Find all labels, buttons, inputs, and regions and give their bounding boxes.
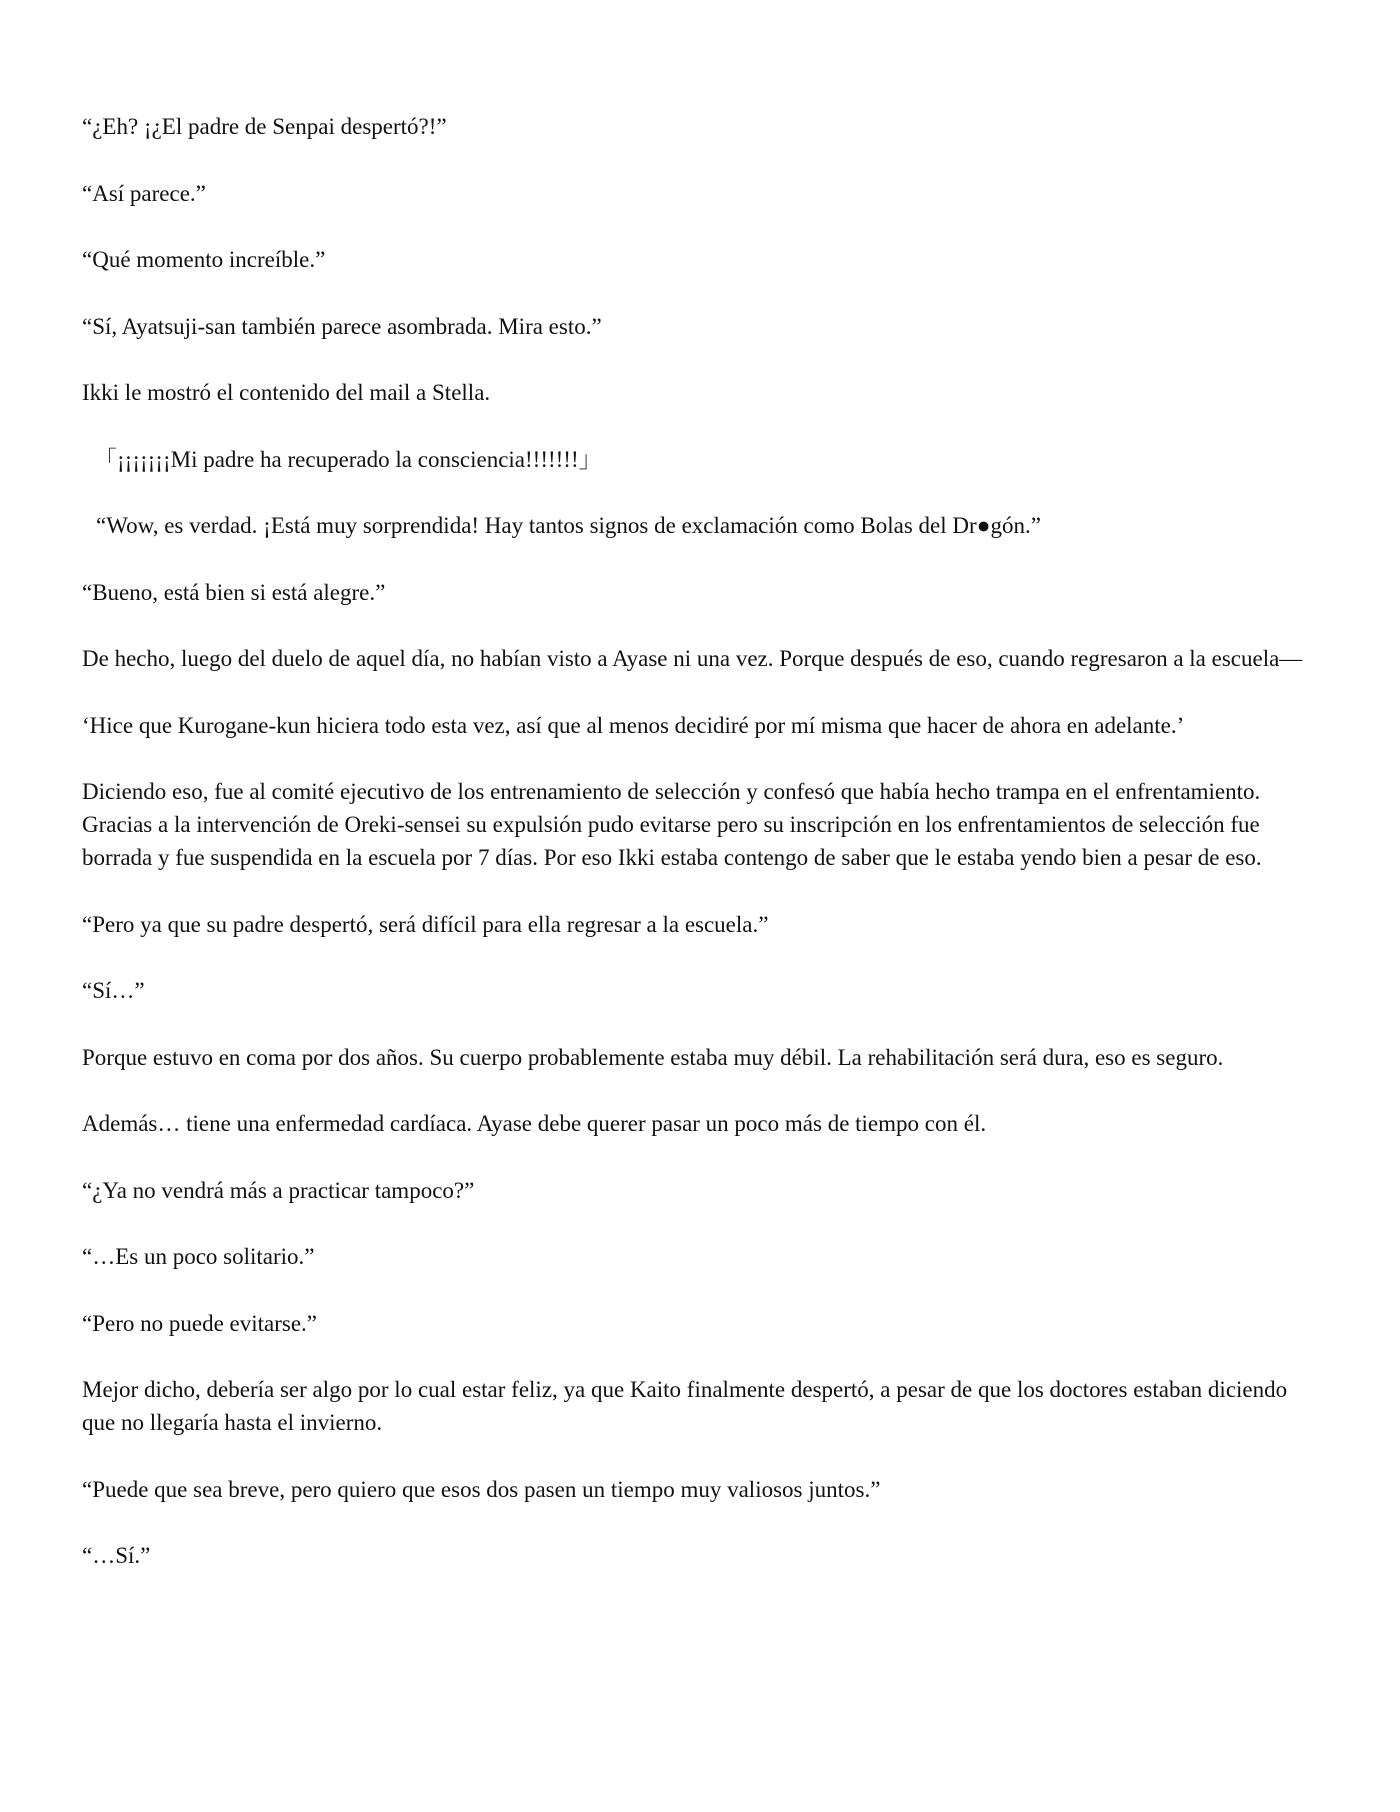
narration-paragraph: Mejor dicho, debería ser algo por lo cual estar feliz, ya que Kaito finalmente despertó, a pesar de que los doctores estaban diciendo que no llegaría hasta el invierno. <box>82 1377 1288 1435</box>
narration-paragraph: Ikki le mostró el contenido del mail a Stella. <box>82 380 491 405</box>
narration-paragraph: De hecho, luego del duelo de aquel día, no habían visto a Ayase ni una vez. Porque después de eso, cuando regresaron a la escuela— <box>82 646 1303 671</box>
mail-quote: 「¡¡¡¡¡¡¡Mi padre ha recuperado la consciencia!!!!!!!」 <box>94 446 602 472</box>
document-page <box>82 110 1322 1606</box>
narration-paragraph: Diciendo eso, fue al comité ejecutivo de los entrenamiento de selección y confesó que había hecho trampa en el enfrentamiento. Gracias a la intervención de Oreki-sensei su expulsión pudo evitarse pero su inscripción en los enfrentamientos de selección fue borrada y fue suspendida en la escuela por 7 días. Por eso Ikki estaba contengo de saber que le estaba yendo bien a pesar de eso. <box>82 779 1262 870</box>
dialogue-line: “Puede que sea breve, pero quiero que esos dos pasen un tiempo muy valiosos juntos.” <box>82 1476 881 1502</box>
dialogue-line: “…Es un poco solitario.” <box>82 1244 315 1269</box>
narration-paragraph: Porque estuvo en coma por dos años. Su cuerpo probablemente estaba muy débil. La rehabilitación será dura, eso es seguro. <box>82 1044 1224 1070</box>
dialogue-line: “Wow, es verdad. ¡Está muy sorprendida! Hay tantos signos de exclamación como Bolas del Dr●gón.” <box>96 513 1041 538</box>
narration-paragraph: Además… tiene una enfermedad cardíaca. Ayase debe querer pasar un poco más de tiempo con él. <box>82 1111 987 1136</box>
quoted-thought: ‘Hice que Kurogane-kun hiciera todo esta vez, así que al menos decidiré por mí misma que hacer de ahora en adelante.’ <box>82 712 1185 738</box>
dialogue-line: “¿Eh? ¡¿El padre de Senpai despertó?!” <box>82 114 447 139</box>
dialogue-line: “Sí…” <box>82 978 145 1003</box>
dialogue-line: “Así parece.” <box>82 180 206 206</box>
dialogue-line: “Pero no puede evitarse.” <box>82 1310 318 1336</box>
dialogue-line: “Qué momento increíble.” <box>82 247 326 272</box>
dialogue-line: “Bueno, está bien si está alegre.” <box>82 579 386 605</box>
dialogue-line: “¿Ya no vendrá más a practicar tampoco?” <box>82 1177 475 1203</box>
dialogue-line: “Sí, Ayatsuji-san también parece asombrada. Mira esto.” <box>82 313 602 339</box>
dialogue-line: “Pero ya que su padre despertó, será difícil para ella regresar a la escuela.” <box>82 911 769 937</box>
dialogue-line: “…Sí.” <box>82 1543 151 1568</box>
